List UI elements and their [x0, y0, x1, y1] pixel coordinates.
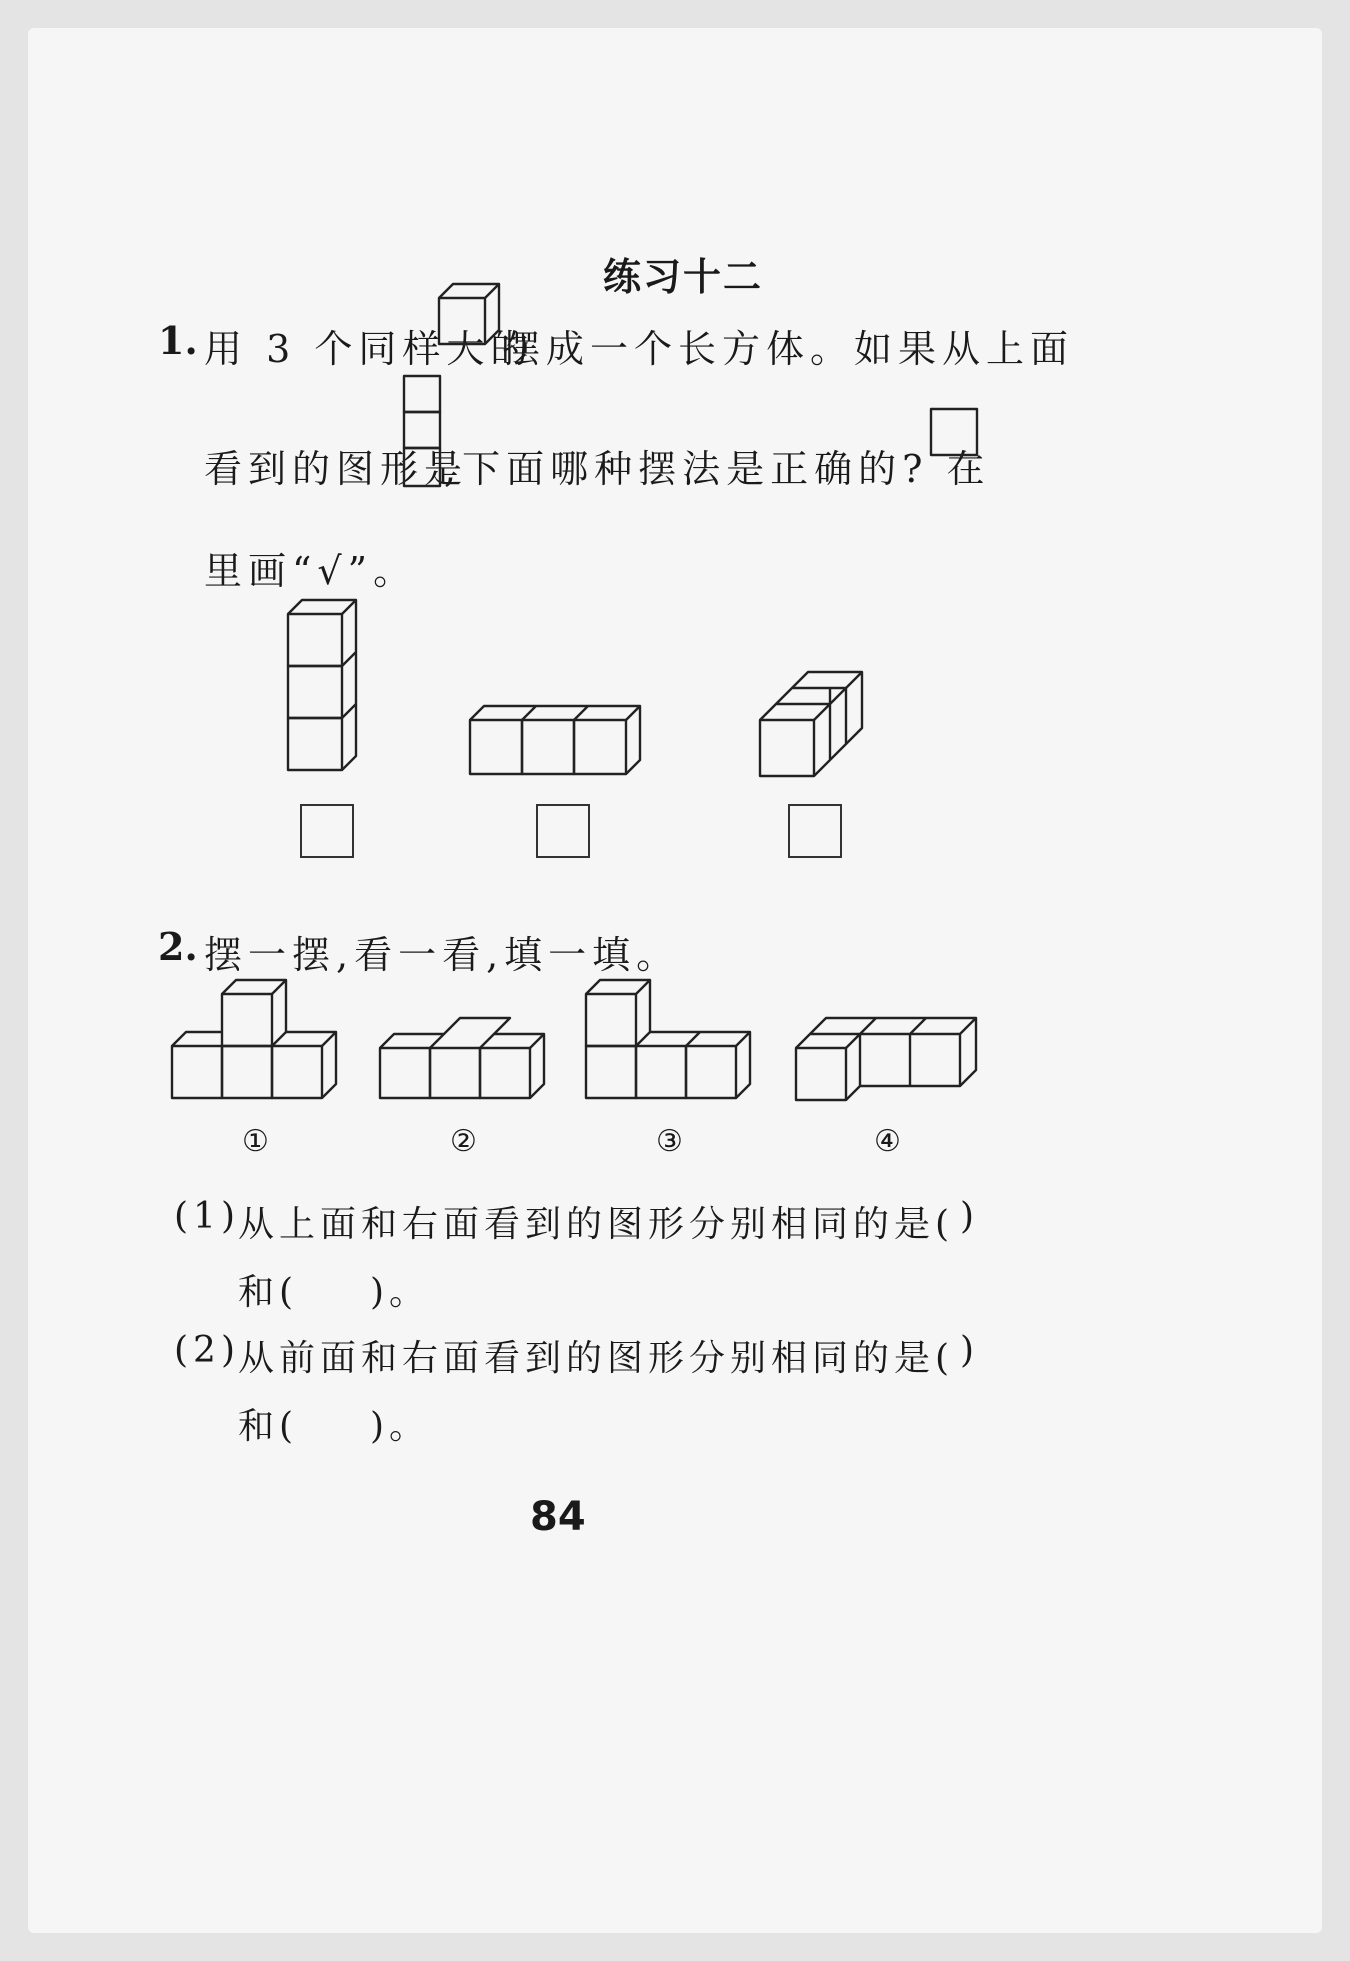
- q1-line1-text-a: 用 3 个同样大的: [204, 327, 535, 371]
- q1-line2-text-a: 看到的图形是: [204, 447, 469, 491]
- q2-figure-1: [170, 980, 350, 1102]
- q2-figure-1-label: ①: [242, 1124, 269, 1159]
- q2-figure-2: [378, 1018, 550, 1102]
- q2-number: 2.: [158, 924, 198, 969]
- q1-option-3-figure: [758, 672, 868, 782]
- answer-box-icon: [930, 408, 980, 458]
- q2-sub1-blank1-close: ): [960, 1196, 980, 1237]
- q2-sub2-text: 从前面和右面看到的图形分别相同的是(: [238, 1338, 955, 1379]
- q1-line1-text-b: 摆成一个长方体。如果从上面: [502, 327, 1075, 371]
- q1-option-1-answer-box[interactable]: [300, 804, 354, 858]
- q2-sub2-blank1-close: ): [960, 1330, 980, 1371]
- worksheet-page: [28, 28, 1322, 1933]
- q1-option-2-answer-box[interactable]: [536, 804, 590, 858]
- q2-sub1-line2-prefix: 和(: [238, 1272, 299, 1313]
- top-view-icon: [402, 374, 442, 490]
- cube-icon: [436, 280, 506, 350]
- q1-number: 1.: [158, 318, 198, 363]
- q1-option-1-figure: [284, 598, 364, 778]
- page-title: 练习十二: [603, 255, 764, 299]
- q2-figure-2-label: ②: [450, 1124, 477, 1159]
- q2-sub2-label: (2): [174, 1330, 240, 1371]
- q1-option-3-answer-box[interactable]: [788, 804, 842, 858]
- q2-instruction: 摆一摆,看一看,填一填。: [204, 933, 681, 977]
- page-number: 84: [530, 1494, 586, 1540]
- q2-figure-4-label: ④: [874, 1124, 901, 1159]
- q2-figure-4: [794, 1018, 984, 1104]
- q1-line2-text-b: ,下面哪种摆法是正确的? 在: [444, 447, 991, 491]
- q1-option-2-figure: [466, 704, 648, 780]
- q2-sub1-text: 从上面和右面看到的图形分别相同的是(: [238, 1204, 955, 1245]
- q2-figure-3: [584, 980, 764, 1102]
- q2-sub1-line2-suffix: )。: [370, 1272, 431, 1313]
- q2-sub2-line2-prefix: 和(: [238, 1406, 299, 1447]
- q2-sub1-label: (1): [174, 1196, 240, 1237]
- q1-line3-text: 里画“√”。: [204, 549, 418, 593]
- q2-sub2-line2-suffix: )。: [370, 1406, 431, 1447]
- q2-figure-3-label: ③: [656, 1124, 683, 1159]
